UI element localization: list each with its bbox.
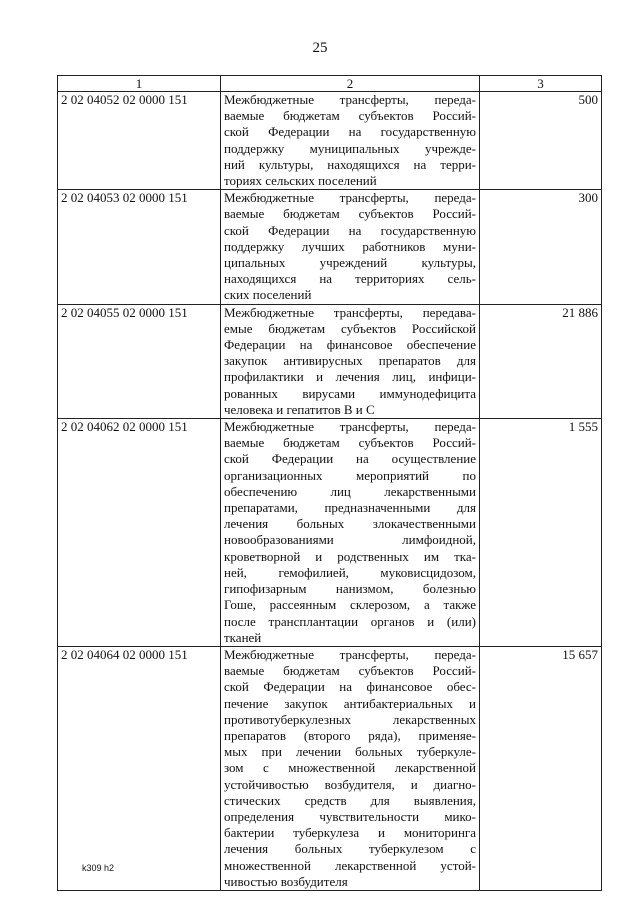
description-line: множественной лекарственной устой- — [224, 857, 476, 873]
description-line: Межбюджетные трансферты, переда- — [224, 646, 476, 662]
footer-code: k309 h2 — [82, 863, 115, 873]
description-line: лечения больных злокачественными — [224, 516, 476, 532]
description-line: препаратов (второго ряда), применяе- — [224, 727, 476, 743]
description-line: ской Федерации на государственную — [224, 222, 476, 238]
transfer-description — [221, 646, 480, 890]
description-line: ний культуры, находящихся на терри- — [224, 156, 476, 172]
description-line: противотуберкулезных лекарственных — [224, 711, 476, 727]
description-line: ципальных учреждений культуры, — [224, 255, 476, 271]
description-line: бактерии туберкулеза и мониторинга — [224, 825, 476, 841]
budget-classification-code: 2 02 04064 02 0000 151 — [58, 646, 221, 890]
amount-value: 21 886 — [480, 304, 602, 418]
budget-classification-code: 2 02 04062 02 0000 151 — [58, 419, 221, 647]
description-line: ней, гемофилией, муковисцидозом, — [224, 564, 476, 580]
description-line: Федерации на финансовое обеспечение — [224, 337, 476, 353]
description-line: стических средств для выявления, — [224, 792, 476, 808]
transfer-description — [221, 190, 480, 304]
budget-classification-code: 2 02 04055 02 0000 151 — [58, 304, 221, 418]
description-line: зом с множественной лекарственной — [224, 760, 476, 776]
description-line: ских поселений — [224, 287, 312, 303]
table-row — [58, 646, 602, 890]
description-line: ваемые бюджетам субъектов Россий- — [224, 435, 476, 451]
description-line: Межбюджетные трансферты, передава- — [224, 304, 476, 320]
table-header-row — [58, 76, 602, 92]
description-line: после трансплантации органов и (или) — [224, 613, 476, 629]
table-row — [58, 92, 602, 190]
description-line: ской Федерации на осуществление — [224, 451, 476, 467]
column-header-2: 2 — [221, 76, 480, 92]
description-line: закупок антивирусных препаратов для — [224, 353, 476, 369]
transfer-description — [221, 92, 480, 190]
amount-value: 500 — [480, 92, 602, 190]
description-line: кроветворной и родственных им тка- — [224, 548, 476, 564]
table-row — [58, 190, 602, 304]
description-line: печение закупок антибактериальных и — [224, 695, 476, 711]
description-line: определения чувствительности мико- — [224, 808, 476, 824]
description-line: ваемые бюджетам субъектов Россий- — [224, 206, 476, 222]
transfer-description — [221, 304, 480, 418]
description-line: Межбюджетные трансферты, переда- — [224, 190, 476, 206]
description-line: Гоше, рассеянным склерозом, а также — [224, 597, 476, 613]
amount-value: 300 — [480, 190, 602, 304]
description-line: лечения больных туберкулезом с — [224, 841, 476, 857]
description-line: ваемые бюджетам субъектов Россий- — [224, 663, 476, 679]
description-line: новообразованиями лимфоидной, — [224, 532, 476, 548]
description-line: чивостью возбудителя — [224, 873, 348, 889]
description-line: находящихся на территориях сель- — [224, 271, 476, 287]
column-header-1: 1 — [58, 76, 221, 92]
description-line: поддержку муниципальных учрежде- — [224, 140, 476, 156]
column-header-3: 3 — [480, 76, 602, 92]
description-line: профилактики и лечения лиц, инфици- — [224, 369, 476, 385]
description-line: ской Федерации на государственную — [224, 124, 476, 140]
description-line: человека и гепатитов B и C — [224, 401, 375, 417]
amount-value: 15 657 — [480, 646, 602, 890]
description-line: гипофизарным нанизмом, болезнью — [224, 581, 476, 597]
description-line: обеспечению лиц лекарственными — [224, 483, 476, 499]
table-body — [58, 92, 602, 891]
description-line: емые бюджетам субъектов Российской — [224, 320, 476, 336]
description-line: Межбюджетные трансферты, переда- — [224, 419, 476, 435]
description-line: поддержку лучших работников муни- — [224, 238, 476, 254]
description-line: ваемые бюджетам субъектов Россий- — [224, 108, 476, 124]
description-line: тканей — [224, 629, 262, 645]
budget-classification-code: 2 02 04053 02 0000 151 — [58, 190, 221, 304]
budget-classification-code: 2 02 04052 02 0000 151 — [58, 92, 221, 190]
description-line: ториях сельских поселений — [224, 173, 377, 189]
budget-table — [57, 75, 602, 891]
description-line: Межбюджетные трансферты, переда- — [224, 92, 476, 107]
description-line: рованных вирусами иммунодефицита — [224, 385, 476, 401]
description-line: мых при лечении больных туберкуле- — [224, 744, 476, 760]
amount-value: 1 555 — [480, 419, 602, 647]
description-line: препаратами, предназначенными для — [224, 500, 476, 516]
transfer-description — [221, 419, 480, 647]
description-line: устойчивостью возбудителя, и диагно- — [224, 776, 476, 792]
description-line: ской Федерации на финансовое обес- — [224, 679, 476, 695]
table-row — [58, 419, 602, 647]
table-row — [58, 304, 602, 418]
page-number: 25 — [312, 40, 328, 56]
description-line: организационных мероприятий по — [224, 467, 476, 483]
